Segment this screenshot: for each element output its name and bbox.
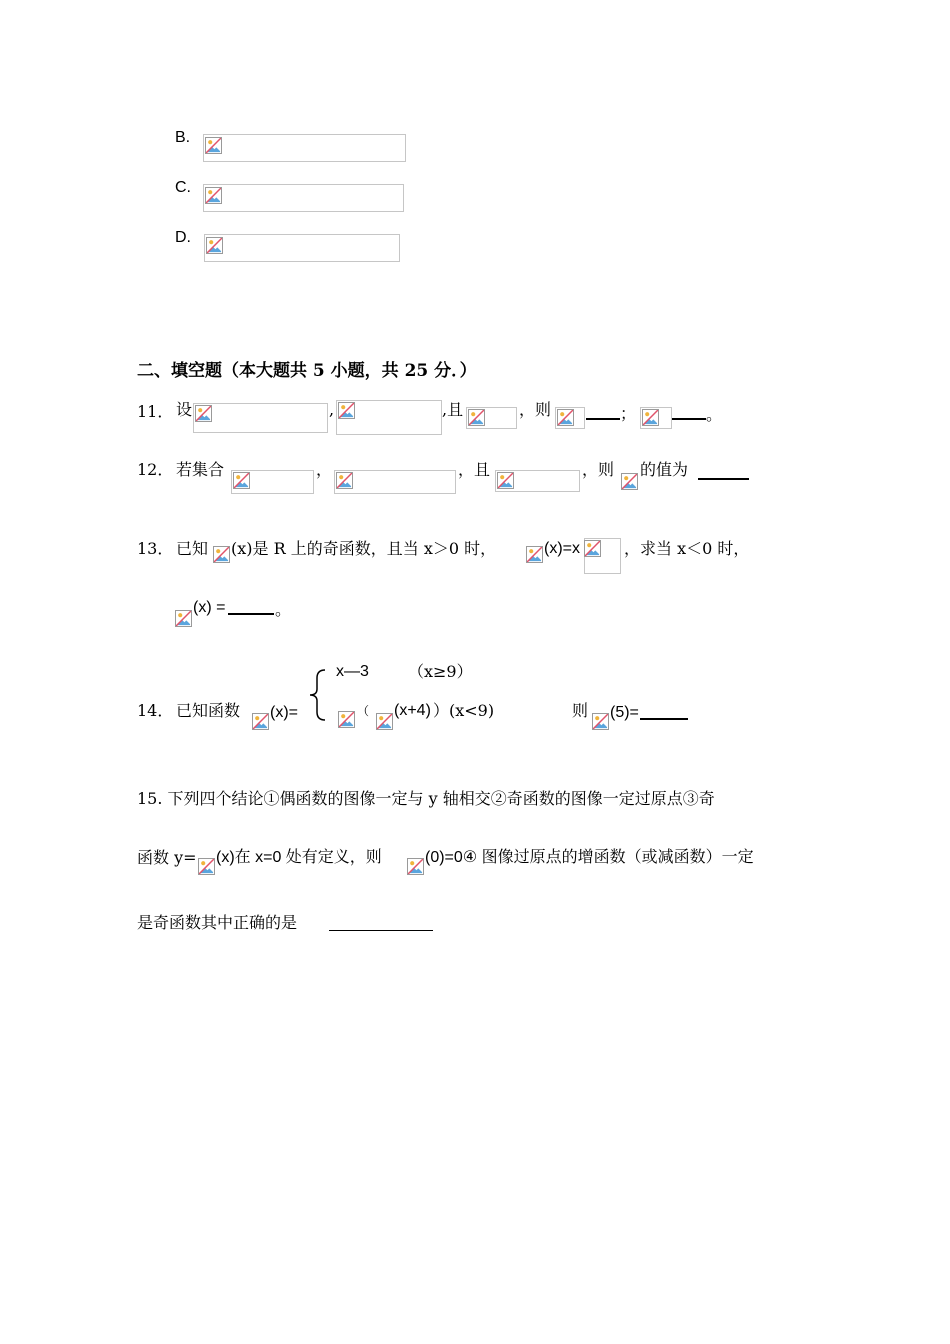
answer-blank[interactable] <box>329 930 433 931</box>
broken-image-icon <box>642 409 659 426</box>
question-text: 15. 下列四个结论①偶函数的图像一定与 y 轴相交②奇函数的图像一定过原点③奇 <box>137 789 715 808</box>
piecewise-case: x—3 <box>336 663 369 680</box>
question-text: (x) = <box>193 599 226 616</box>
broken-image-icon <box>557 409 574 426</box>
question-text: 设 <box>176 400 193 419</box>
option-image-frame <box>203 134 406 162</box>
broken-image-icon <box>336 472 353 489</box>
broken-image-icon <box>468 409 485 426</box>
broken-image-icon <box>526 546 543 563</box>
broken-image-icon <box>338 711 355 728</box>
formula-image-frame <box>193 403 328 433</box>
option-label: B. <box>175 129 191 146</box>
broken-image-icon <box>195 405 212 422</box>
question-text: ，且 <box>458 460 491 479</box>
question-text: ， <box>316 460 333 479</box>
broken-image-icon <box>584 540 601 557</box>
answer-blank[interactable] <box>698 478 749 480</box>
section-heading: 二、填空题（本大题共 5 小题，共 25 分．） <box>137 361 477 381</box>
question-text: 。 <box>275 600 292 619</box>
broken-image-icon <box>205 187 222 204</box>
answer-blank[interactable] <box>228 613 274 615</box>
question-text: 函数 y= <box>137 848 197 867</box>
question-text: ； <box>620 404 637 423</box>
broken-image-icon <box>592 713 609 730</box>
answer-blank[interactable] <box>640 718 688 720</box>
answer-blank[interactable] <box>672 418 706 420</box>
broken-image-icon <box>376 713 393 730</box>
question-text: ,且 <box>442 400 464 419</box>
piecewise-condition: ）(x<9) <box>433 701 495 720</box>
broken-image-icon <box>407 858 424 875</box>
question-text: ，则 <box>519 400 552 419</box>
question-text: 若集合 <box>176 460 225 479</box>
broken-image-icon <box>233 472 250 489</box>
question-text: 已知 <box>176 539 209 558</box>
piecewise-case: （ <box>357 704 370 718</box>
question-text: ，则 <box>582 460 615 479</box>
question-text: 的值为 <box>640 460 689 479</box>
broken-image-icon <box>252 713 269 730</box>
broken-image-icon <box>205 137 222 154</box>
question-text: (0)=0④ 图像过原点的增函数（或减函数）一定 <box>425 849 754 866</box>
broken-image-icon <box>198 858 215 875</box>
question-number: 11． <box>137 402 174 421</box>
question-text: (x)在 x=0 处有定义，则 <box>216 849 382 866</box>
piecewise-case: (x+4) <box>394 702 431 719</box>
piecewise-condition: （x≥9） <box>408 662 473 681</box>
question-text: (x)是 R 上的奇函数，且当 x＞0 时， <box>231 539 497 558</box>
question-number: 14． <box>137 701 174 720</box>
question-text: (x)=x <box>544 540 580 557</box>
broken-image-icon <box>338 402 355 419</box>
broken-image-icon <box>497 472 514 489</box>
question-text: ，求当 x＜0 时， <box>624 539 750 558</box>
option-image-frame <box>204 234 400 262</box>
option-label: D. <box>175 229 191 246</box>
question-text: (x)= <box>270 704 298 721</box>
question-text: 。 <box>706 405 723 424</box>
option-image-frame <box>203 184 404 212</box>
question-number: 12． <box>137 460 174 479</box>
broken-image-icon <box>213 546 230 563</box>
question-text: 已知函数 <box>176 701 241 720</box>
broken-image-icon <box>206 237 223 254</box>
question-text: 则 <box>572 701 589 720</box>
question-number: 13． <box>137 539 174 558</box>
question-text: (5)= <box>610 704 639 721</box>
piecewise-brace-icon <box>305 668 327 722</box>
option-label: C. <box>175 179 191 196</box>
answer-blank[interactable] <box>586 418 620 420</box>
broken-image-icon <box>175 610 192 627</box>
question-text: , <box>329 400 335 419</box>
question-text: 是奇函数其中正确的是 <box>137 913 298 932</box>
broken-image-icon <box>621 473 638 490</box>
